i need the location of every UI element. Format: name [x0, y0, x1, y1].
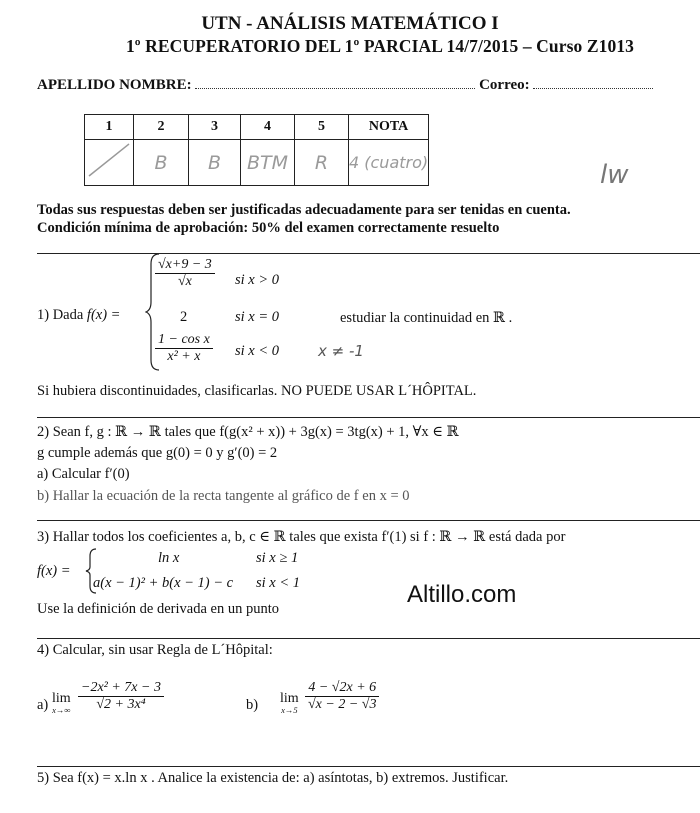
divider — [37, 520, 700, 521]
grade-cell-nota: 4 (cuatro) — [349, 140, 429, 186]
grade-cell-2: B — [134, 140, 189, 186]
q2-line-2: g cumple además que g(0) = 0 y g′(0) = 2 — [37, 445, 278, 461]
q1-lead-text: 1) Dada — [37, 307, 84, 323]
q4-a-denominator: √2 + 3x⁴ — [96, 697, 146, 712]
q1-lead — [37, 307, 120, 324]
q2-part-a: a) Calcular f′(0) — [37, 466, 130, 482]
grade-header-nota: NOTA — [349, 115, 429, 140]
q1-case-1-denominator: √x — [177, 274, 192, 289]
q3-case-1-condition: si x ≥ 1 — [256, 550, 299, 566]
grade-header-5: 5 — [295, 115, 349, 140]
grades-table — [84, 114, 429, 186]
q4-b-sub: x→5 — [281, 705, 298, 715]
instruction-line-1: Todas sus respuestas deben ser justificadas adecuadamente para ser tenidas en cuenta. — [37, 202, 571, 218]
q1-case-1-numerator: √x+9 − 3 — [155, 257, 215, 274]
q1-case-2-value: 2 — [180, 309, 188, 325]
q1-tail: Si hubiera discontinuidades, clasificarlas. NO PUEDE USAR L´HÔPITAL. — [37, 383, 477, 399]
instruction-line-2: Condición mínima de aprobación: 50% del examen correctamente resuelto — [37, 220, 500, 236]
grades-header-row — [85, 115, 429, 140]
exam-title: UTN - ANÁLISIS MATEMÁTICO I — [201, 13, 499, 34]
q3-case-2-condition: si x < 1 — [256, 575, 301, 591]
q1-case-3-numerator: 1 − cos x — [155, 332, 213, 349]
q3-function-name: f(x) = — [37, 563, 71, 579]
exam-subtitle: 1º RECUPERATORIO DEL 1º PARCIAL 14/7/2015 – Curso Z1013 — [125, 36, 635, 56]
q1-case-1-condition: si x > 0 — [235, 272, 280, 288]
q4-part-a-label: a) — [37, 697, 49, 713]
q4-line-1: 4) Calcular, sin usar Regla de L´Hôpital: — [37, 642, 273, 658]
q4-part-b-limit — [280, 692, 299, 715]
slash-mark-icon — [85, 140, 133, 180]
q1-case-3-condition: si x < 0 — [235, 343, 280, 359]
q4-a-numerator: −2x² + 7x − 3 — [78, 680, 164, 697]
q1-case-3-denominator: x² + x — [167, 349, 201, 364]
correo-dotted-line — [533, 78, 653, 89]
q4-a-lim: lim — [52, 691, 71, 706]
q1-case-2-condition: si x = 0 — [235, 309, 280, 325]
student-info-row — [37, 77, 653, 94]
grade-cell-3: B — [189, 140, 241, 186]
grade-cell-5: R — [295, 140, 349, 186]
q3-line-1: 3) Hallar todos los coeficientes a, b, c ∈ ℝ tales que exista f′(1) si f : ℝ → ℝ está dada por — [37, 529, 566, 545]
q4-part-b-label: b) — [246, 697, 259, 713]
q4-b-lim: lim — [280, 691, 299, 706]
name-dotted-line — [195, 78, 475, 89]
q3-tail: Use la definición de derivada en un punto — [37, 601, 279, 617]
grade-header-3: 3 — [189, 115, 241, 140]
watermark: Altillo.com — [407, 581, 517, 608]
divider — [37, 253, 700, 254]
correo-label: Correo: — [479, 77, 530, 93]
q4-part-a-fraction — [78, 680, 164, 713]
grade-header-4: 4 — [241, 115, 295, 140]
q4-a-sub: x→∞ — [52, 705, 71, 715]
q1-case-1-fraction — [155, 257, 215, 290]
q4-b-denominator: √x − 2 − √3 — [308, 697, 377, 712]
q1-case-3-fraction — [155, 332, 213, 365]
q2-part-b: b) Hallar la ecuación de la recta tangente al gráfico de f en x = 0 — [37, 488, 410, 504]
q4-part-b-fraction — [305, 680, 379, 713]
q4-b-numerator: 4 − √2x + 6 — [305, 680, 379, 697]
signature: lw — [600, 160, 629, 190]
divider — [37, 638, 700, 639]
q4-part-a-limit — [52, 692, 71, 715]
q1-handwritten-note: x ≠ -1 — [318, 342, 364, 360]
grade-header-1: 1 — [85, 115, 134, 140]
divider — [37, 417, 700, 418]
q2-line-1: 2) Sean f, g : ℝ → ℝ tales que f(g(x² + x)) + 3g(x) = 3tg(x) + 1, ∀x ∈ ℝ — [37, 424, 459, 440]
grade-cell-1 — [85, 140, 134, 186]
divider — [37, 766, 700, 767]
grade-header-2: 2 — [134, 115, 189, 140]
q3-case-2: a(x − 1)² + b(x − 1) − c — [93, 575, 234, 591]
q1-task: estudiar la continuidad en ℝ . — [340, 310, 513, 326]
grades-values-row — [85, 140, 429, 186]
q3-case-1: ln x — [158, 550, 180, 566]
name-label: APELLIDO NOMBRE: — [37, 77, 192, 93]
q5-line-1: 5) Sea f(x) = x.ln x . Analice la existencia de: a) asíntotas, b) extremos. Justificar. — [37, 770, 509, 786]
grade-cell-4: BTM — [241, 140, 295, 186]
q1-function-name: f(x) = — [86, 307, 121, 323]
